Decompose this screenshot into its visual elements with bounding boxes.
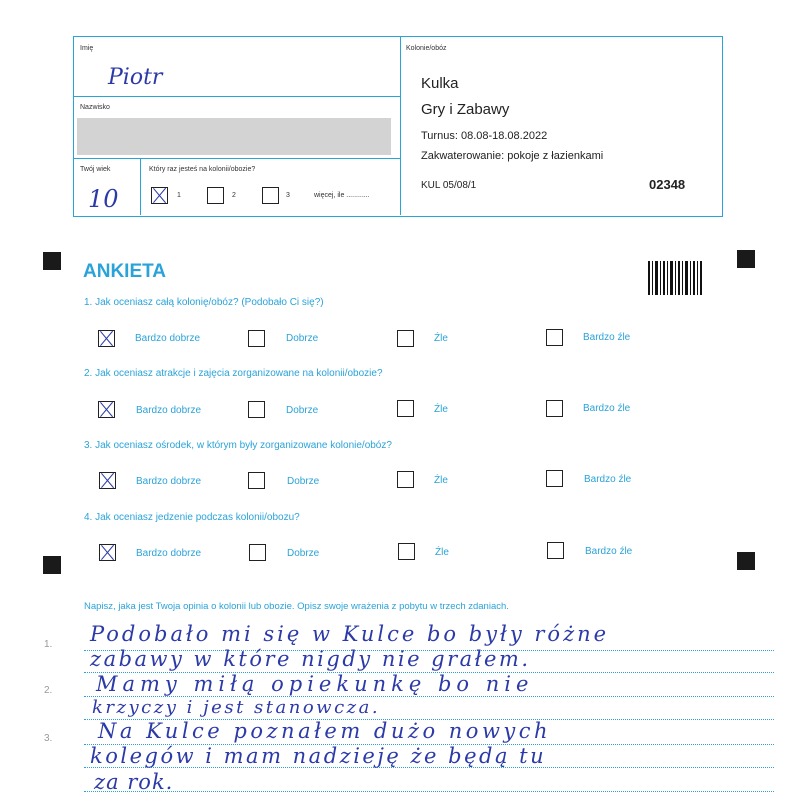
answer-text-line: Na Kulce poznałem dużo nowych	[98, 719, 552, 743]
q1-option-label: Bardzo dobrze	[135, 333, 201, 344]
q3-option-zle-checkbox[interactable]	[397, 471, 414, 488]
question-1-text: 1. Jak oceniasz całą kolonię/obóz? (Podobało Ci się?)	[84, 297, 324, 308]
line-number-2: 2.	[44, 685, 53, 696]
camper-info-box	[73, 36, 723, 217]
answer-text-line: Mamy miłą opiekunkę bo nie	[96, 672, 534, 696]
turnus-value: 08.08-18.08.2022	[460, 130, 548, 142]
q3-option-label: Bardzo dobrze	[136, 476, 202, 487]
registration-marker-bottom-left	[43, 556, 61, 574]
turnus-label: Turnus:	[421, 130, 458, 142]
q2-option-bardzo-zle-checkbox[interactable]	[546, 400, 563, 417]
name-divider	[74, 96, 400, 97]
survey-title: ANKIETA	[83, 261, 167, 282]
times-option-1: 1	[177, 192, 181, 199]
answer-text-line: kolegów i mam nadzieję że będą tu	[90, 744, 547, 768]
header-divider	[400, 37, 401, 215]
answer-text-line: krzyczy i jest stanowcza.	[92, 697, 381, 718]
barcode-icon	[648, 261, 702, 295]
name-label: Imię	[80, 45, 94, 52]
q1-option-bardzo-zle-checkbox[interactable]	[546, 329, 563, 346]
times-checkbox-2[interactable]	[207, 187, 224, 204]
accommodation	[421, 150, 603, 162]
form-number: 02348	[649, 177, 686, 192]
accommodation-label: Zakwaterowanie:	[421, 150, 505, 162]
turnus	[421, 130, 547, 142]
q4-option-label: Dobrze	[287, 548, 320, 559]
surname-redaction	[77, 118, 391, 155]
q2-option-label: Dobrze	[286, 405, 319, 416]
accommodation-value: pokoje z łazienkami	[507, 150, 604, 162]
registration-marker-top-left	[43, 252, 61, 270]
surname-divider	[74, 158, 400, 159]
times-checkbox-3[interactable]	[262, 187, 279, 204]
q3-option-bardzo-zle-checkbox[interactable]	[546, 470, 563, 487]
age-label: Twój wiek	[80, 166, 111, 173]
q3-option-bardzo-dobrze-checkbox[interactable]	[99, 472, 116, 489]
camp-code: KUL 05/08/1	[421, 180, 477, 191]
camp-program: Gry i Zabawy	[421, 101, 510, 118]
q1-option-dobrze-checkbox[interactable]	[248, 330, 265, 347]
camp-label: Kolonie/obóz	[406, 45, 447, 52]
q4-option-zle-checkbox[interactable]	[398, 543, 415, 560]
q1-option-label: Bardzo źle	[583, 332, 631, 343]
q1-option-bardzo-dobrze-checkbox[interactable]	[98, 330, 115, 347]
answer-text-line: Podobało mi się w Kulce bo były różne	[90, 622, 610, 646]
q4-option-dobrze-checkbox[interactable]	[249, 544, 266, 561]
surname-label: Nazwisko	[80, 104, 110, 111]
age-value[interactable]: 10	[88, 185, 119, 213]
q3-option-label: Źle	[434, 475, 448, 486]
line-number-1: 1.	[44, 639, 53, 650]
question-3-text: 3. Jak oceniasz ośrodek, w którym były zorganizowane kolonie/obóz?	[84, 440, 392, 451]
q3-option-dobrze-checkbox[interactable]	[248, 472, 265, 489]
q1-option-label: Źle	[434, 333, 448, 344]
registration-marker-bottom-right	[737, 552, 755, 570]
q4-option-label: Bardzo źle	[585, 546, 633, 557]
times-checkbox-1[interactable]	[151, 187, 168, 204]
q2-option-label: Źle	[434, 404, 448, 415]
q4-option-bardzo-zle-checkbox[interactable]	[547, 542, 564, 559]
q3-option-label: Dobrze	[287, 476, 320, 487]
camp-name: Kulka	[421, 75, 459, 92]
q1-option-label: Dobrze	[286, 333, 319, 344]
q2-option-bardzo-dobrze-checkbox[interactable]	[98, 401, 115, 418]
question-2-text: 2. Jak oceniasz atrakcje i zajęcia zorganizowane na kolonii/obozie?	[84, 368, 383, 379]
q4-option-label: Źle	[435, 547, 449, 558]
answer-text-line: zabawy w które nigdy nie grałem.	[90, 647, 531, 671]
q4-option-label: Bardzo dobrze	[136, 548, 202, 559]
q2-option-dobrze-checkbox[interactable]	[248, 401, 265, 418]
q1-option-zle-checkbox[interactable]	[397, 330, 414, 347]
times-label: Który raz jesteś na kolonii/obozie?	[149, 166, 256, 173]
line-number-3: 3.	[44, 733, 53, 744]
q2-option-label: Bardzo źle	[583, 403, 631, 414]
question-4-text: 4. Jak oceniasz jedzenie podczas kolonii/obozu?	[84, 512, 300, 523]
q3-option-label: Bardzo źle	[584, 474, 632, 485]
answer-text-line: za rok.	[94, 770, 174, 794]
q4-option-bardzo-dobrze-checkbox[interactable]	[99, 544, 116, 561]
times-more-label: więcej, ile ............	[314, 192, 370, 199]
times-option-3: 3	[286, 192, 290, 199]
age-divider	[140, 158, 141, 215]
name-value[interactable]: Piotr	[108, 65, 163, 90]
q2-option-zle-checkbox[interactable]	[397, 400, 414, 417]
q2-option-label: Bardzo dobrze	[136, 405, 202, 416]
opinion-prompt: Napisz, jaka jest Twoja opinia o kolonii lub obozie. Opisz swoje wrażenia z pobytu w trzech zdaniach.	[84, 601, 509, 612]
answer-line	[84, 791, 774, 792]
times-option-2: 2	[232, 192, 236, 199]
registration-marker-top-right	[737, 250, 755, 268]
